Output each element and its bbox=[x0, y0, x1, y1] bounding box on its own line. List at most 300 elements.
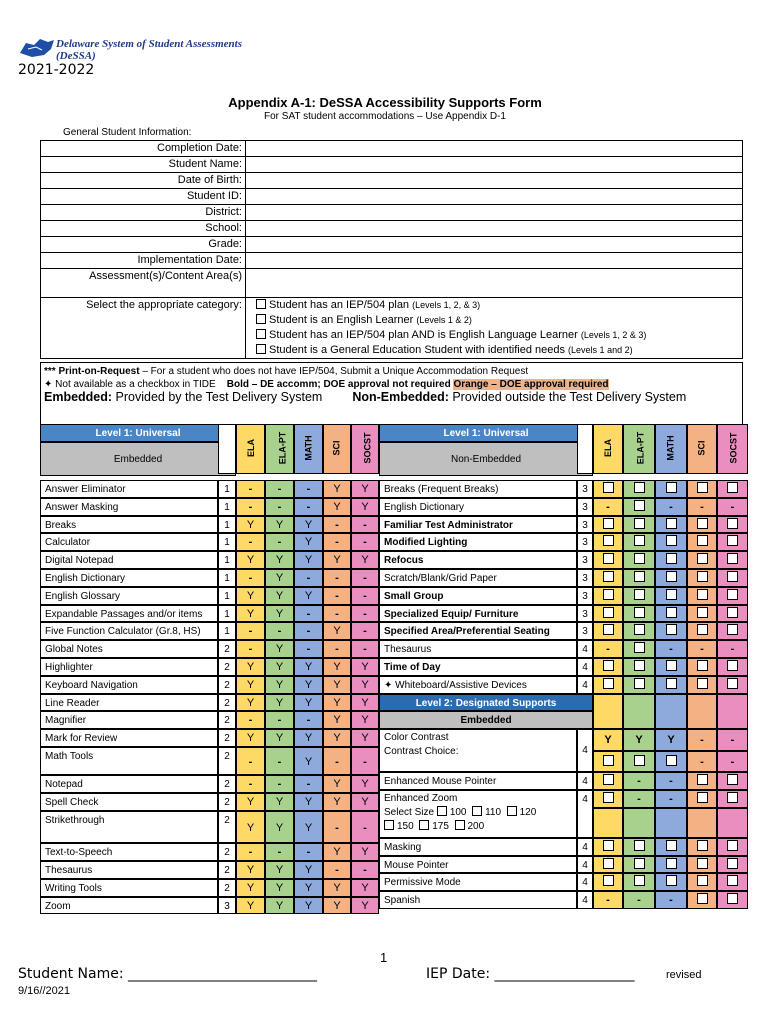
level-cell: 3 bbox=[577, 569, 593, 587]
checkbox[interactable] bbox=[697, 624, 708, 635]
accommodation-name: Answer Eliminator bbox=[40, 480, 218, 498]
checkbox[interactable] bbox=[727, 792, 738, 803]
value-cell: Y bbox=[265, 551, 294, 569]
value-cell[interactable] bbox=[717, 516, 748, 534]
value-cell: - bbox=[265, 711, 294, 729]
value-cell: - bbox=[294, 640, 323, 658]
info-field[interactable] bbox=[246, 173, 743, 189]
value-cell[interactable] bbox=[623, 838, 655, 856]
category-option[interactable] bbox=[256, 328, 732, 343]
value-cell: Y bbox=[236, 897, 265, 915]
checkbox[interactable] bbox=[634, 755, 645, 766]
value-cell[interactable] bbox=[623, 498, 655, 516]
checkbox[interactable] bbox=[666, 678, 677, 689]
checkbox[interactable] bbox=[727, 535, 738, 546]
value-cell[interactable] bbox=[717, 838, 748, 856]
value-cell[interactable] bbox=[623, 587, 655, 605]
value-cell[interactable] bbox=[593, 622, 623, 640]
checkbox[interactable] bbox=[697, 660, 708, 671]
legend-notes: *** Print-on-Request – For a student who does not have IEP/504, Submit a Unique Accommodation Request ✦ Not available as a checkbox in TIDE Bold – DE accomm; DOE approval not required Orange – DOE approval required Embedded: Provided by the Test Delivery System Non-Embedded: Provided outside the Test Delivery System bbox=[40, 362, 743, 424]
value-cell: Y bbox=[294, 694, 323, 712]
zoom-size-option: 175 bbox=[432, 820, 449, 832]
value-cell[interactable] bbox=[655, 605, 687, 623]
category-option[interactable] bbox=[256, 343, 732, 358]
value-cell[interactable] bbox=[655, 587, 687, 605]
value-cell[interactable] bbox=[593, 516, 623, 534]
value-cell[interactable] bbox=[687, 891, 717, 909]
value-cell: Y bbox=[351, 711, 379, 729]
checkbox[interactable] bbox=[697, 678, 708, 689]
checkbox[interactable] bbox=[634, 840, 645, 851]
checkbox[interactable] bbox=[727, 840, 738, 851]
value-cell: Y bbox=[623, 729, 655, 750]
value-cell[interactable] bbox=[655, 533, 687, 551]
value-cell[interactable] bbox=[593, 838, 623, 856]
value-cell[interactable] bbox=[623, 658, 655, 676]
checkbox[interactable] bbox=[603, 482, 614, 493]
checkbox[interactable] bbox=[727, 589, 738, 600]
checkbox[interactable] bbox=[727, 678, 738, 689]
level-cell: 2 bbox=[218, 694, 236, 712]
checkbox[interactable] bbox=[727, 893, 738, 904]
level-cell: 2 bbox=[218, 879, 236, 897]
checkbox[interactable] bbox=[634, 571, 645, 582]
left-level-header: Level 1: Universal bbox=[40, 424, 236, 442]
value-cell[interactable] bbox=[623, 533, 655, 551]
value-cell[interactable] bbox=[593, 587, 623, 605]
value-cell[interactable] bbox=[655, 676, 687, 694]
value-cell: Y bbox=[294, 533, 323, 551]
value-cell: - bbox=[623, 790, 655, 808]
accommodation-name: Expandable Passages and/or items bbox=[40, 605, 218, 623]
designated-name: Masking bbox=[379, 838, 577, 856]
student-info-table bbox=[40, 140, 743, 359]
footer-date: 9/16//2021 bbox=[18, 985, 70, 997]
info-row bbox=[41, 237, 743, 253]
value-cell[interactable] bbox=[623, 516, 655, 534]
checkbox[interactable] bbox=[697, 589, 708, 600]
checkbox[interactable] bbox=[634, 642, 645, 653]
logo-text: Delaware System of Student Assessments (DeSSA) bbox=[56, 38, 242, 62]
checkbox[interactable] bbox=[697, 774, 708, 785]
level-cell: 1 bbox=[218, 587, 236, 605]
value-cell[interactable] bbox=[717, 551, 748, 569]
checkbox[interactable] bbox=[256, 314, 266, 324]
checkbox[interactable] bbox=[727, 624, 738, 635]
column-header bbox=[593, 424, 623, 474]
checkbox[interactable] bbox=[603, 755, 614, 766]
value-cell[interactable] bbox=[687, 790, 717, 808]
checkbox[interactable] bbox=[256, 299, 266, 309]
level-cell: 4 bbox=[577, 772, 593, 790]
non-embedded-name: ✦ Whiteboard/Assistive Devices bbox=[379, 676, 577, 694]
value-cell: - bbox=[655, 790, 687, 808]
value-cell[interactable] bbox=[717, 772, 748, 790]
info-field[interactable] bbox=[246, 253, 743, 269]
checkbox[interactable] bbox=[727, 482, 738, 493]
value-cell[interactable] bbox=[623, 569, 655, 587]
level-cell: 4 bbox=[577, 838, 593, 856]
checkbox[interactable] bbox=[666, 858, 677, 869]
value-cell: - bbox=[236, 747, 265, 775]
value-cell[interactable] bbox=[717, 891, 748, 909]
value-cell: - bbox=[593, 640, 623, 658]
checkbox[interactable] bbox=[666, 518, 677, 529]
value-cell[interactable] bbox=[623, 480, 655, 498]
checkbox[interactable] bbox=[634, 518, 645, 529]
info-label: Completion Date: bbox=[41, 141, 246, 157]
value-cell: - bbox=[265, 775, 294, 793]
checkbox[interactable] bbox=[634, 875, 645, 886]
value-cell: - bbox=[351, 640, 379, 658]
value-cell[interactable] bbox=[593, 605, 623, 623]
level-cell: 3 bbox=[577, 605, 593, 623]
value-cell[interactable] bbox=[655, 838, 687, 856]
value-cell: Y bbox=[236, 793, 265, 811]
value-cell[interactable] bbox=[717, 856, 748, 874]
form-title: Appendix A-1: DeSSA Accessibility Supports Form bbox=[228, 95, 542, 110]
checkbox[interactable] bbox=[603, 678, 614, 689]
info-field[interactable] bbox=[246, 269, 743, 298]
value-cell: - bbox=[294, 711, 323, 729]
value-cell: - bbox=[717, 751, 748, 772]
checkbox[interactable] bbox=[603, 535, 614, 546]
value-cell[interactable] bbox=[593, 751, 623, 772]
checkbox[interactable] bbox=[666, 755, 677, 766]
level-cell: 2 bbox=[218, 747, 236, 775]
value-cell[interactable] bbox=[655, 873, 687, 891]
checkbox[interactable] bbox=[603, 589, 614, 600]
zoom-size-option: 120 bbox=[519, 806, 537, 818]
checkbox[interactable] bbox=[666, 840, 677, 851]
checkbox[interactable] bbox=[697, 893, 708, 904]
checkbox[interactable] bbox=[697, 571, 708, 582]
checkbox[interactable] bbox=[419, 820, 429, 830]
checkbox[interactable] bbox=[437, 806, 447, 816]
value-cell: - bbox=[323, 587, 351, 605]
value-cell[interactable] bbox=[717, 569, 748, 587]
checkbox[interactable] bbox=[666, 535, 677, 546]
value-cell: - bbox=[717, 498, 748, 516]
info-field[interactable] bbox=[246, 189, 743, 205]
checkbox[interactable] bbox=[727, 858, 738, 869]
value-cell: Y bbox=[323, 879, 351, 897]
value-cell[interactable] bbox=[717, 676, 748, 694]
value-cell bbox=[687, 808, 717, 838]
checkbox[interactable] bbox=[634, 482, 645, 493]
value-cell: - bbox=[294, 843, 323, 861]
value-cell[interactable] bbox=[717, 873, 748, 891]
value-cell[interactable] bbox=[687, 856, 717, 874]
checkbox[interactable] bbox=[697, 792, 708, 803]
value-cell[interactable] bbox=[687, 587, 717, 605]
value-cell[interactable] bbox=[623, 873, 655, 891]
value-cell[interactable] bbox=[687, 622, 717, 640]
checkbox[interactable] bbox=[507, 806, 517, 816]
value-cell[interactable] bbox=[655, 751, 687, 772]
value-cell: Y bbox=[236, 587, 265, 605]
checkbox[interactable] bbox=[666, 589, 677, 600]
value-cell: Y bbox=[294, 658, 323, 676]
checkbox[interactable] bbox=[634, 553, 645, 564]
value-cell[interactable] bbox=[717, 790, 748, 808]
checkbox[interactable] bbox=[634, 589, 645, 600]
color-contrast-cell bbox=[379, 729, 577, 772]
checkbox[interactable] bbox=[603, 774, 614, 785]
value-cell[interactable] bbox=[655, 622, 687, 640]
checkbox[interactable] bbox=[603, 624, 614, 635]
zoom-size-option: 150 bbox=[397, 820, 414, 832]
checkbox[interactable] bbox=[666, 571, 677, 582]
value-cell[interactable] bbox=[687, 605, 717, 623]
value-cell[interactable] bbox=[717, 605, 748, 623]
checkbox[interactable] bbox=[727, 518, 738, 529]
value-cell: Y bbox=[323, 551, 351, 569]
accommodation-name: Five Function Calculator (Gr.8, HS) bbox=[40, 622, 218, 640]
column-header bbox=[623, 424, 655, 474]
checkbox[interactable] bbox=[727, 660, 738, 671]
value-cell[interactable] bbox=[593, 790, 623, 808]
contrast-name: Color Contrast bbox=[384, 732, 449, 744]
level-cell: 1 bbox=[218, 569, 236, 587]
checkbox[interactable] bbox=[603, 553, 614, 564]
level-cell: 3 bbox=[577, 498, 593, 516]
value-cell: Y bbox=[236, 658, 265, 676]
enhanced-zoom-cell bbox=[379, 790, 577, 838]
value-cell: Y bbox=[351, 879, 379, 897]
category-option[interactable] bbox=[256, 298, 732, 313]
level-cell: 2 bbox=[218, 793, 236, 811]
value-cell[interactable] bbox=[593, 772, 623, 790]
checkbox[interactable] bbox=[697, 535, 708, 546]
checkbox[interactable] bbox=[697, 482, 708, 493]
value-cell[interactable] bbox=[655, 856, 687, 874]
value-cell: Y bbox=[593, 729, 623, 750]
checkbox[interactable] bbox=[455, 820, 465, 830]
value-cell[interactable] bbox=[687, 838, 717, 856]
checkbox[interactable] bbox=[727, 553, 738, 564]
value-cell: - bbox=[265, 843, 294, 861]
info-label: Student ID: bbox=[41, 189, 246, 205]
value-cell: Y bbox=[265, 861, 294, 879]
value-cell[interactable] bbox=[717, 658, 748, 676]
level-cell: 2 bbox=[218, 676, 236, 694]
info-row bbox=[41, 173, 743, 189]
info-row bbox=[41, 157, 743, 173]
value-cell[interactable] bbox=[687, 551, 717, 569]
value-cell: Y bbox=[323, 498, 351, 516]
checkbox[interactable] bbox=[634, 500, 645, 511]
value-cell[interactable] bbox=[593, 569, 623, 587]
checkbox[interactable] bbox=[634, 858, 645, 869]
checkbox[interactable] bbox=[603, 875, 614, 886]
value-cell[interactable] bbox=[593, 856, 623, 874]
contrast-choice[interactable]: Contrast Choice: bbox=[384, 746, 459, 758]
value-cell[interactable] bbox=[717, 480, 748, 498]
info-label: District: bbox=[41, 205, 246, 221]
value-cell: Y bbox=[323, 480, 351, 498]
info-field[interactable] bbox=[246, 157, 743, 173]
value-cell bbox=[623, 694, 655, 730]
value-cell[interactable] bbox=[623, 551, 655, 569]
column-header bbox=[236, 424, 265, 474]
value-cell[interactable] bbox=[655, 516, 687, 534]
value-cell[interactable] bbox=[623, 622, 655, 640]
value-cell: - bbox=[236, 622, 265, 640]
value-cell: Y bbox=[323, 843, 351, 861]
level-cell: 1 bbox=[218, 605, 236, 623]
checkbox[interactable] bbox=[603, 660, 614, 671]
checkbox[interactable] bbox=[634, 678, 645, 689]
checkbox[interactable] bbox=[697, 607, 708, 618]
checkbox[interactable] bbox=[727, 571, 738, 582]
checkbox[interactable] bbox=[634, 660, 645, 671]
value-cell: Y bbox=[351, 694, 379, 712]
level-cell: 3 bbox=[218, 897, 236, 915]
accommodation-name: Global Notes bbox=[40, 640, 218, 658]
checkbox[interactable] bbox=[697, 858, 708, 869]
checkbox[interactable] bbox=[697, 518, 708, 529]
non-embedded-name: Breaks (Frequent Breaks) bbox=[379, 480, 577, 498]
info-field[interactable] bbox=[246, 205, 743, 221]
checkbox[interactable] bbox=[666, 875, 677, 886]
checkbox[interactable] bbox=[727, 875, 738, 886]
option-levels: (Levels 1 and 2) bbox=[568, 345, 633, 355]
value-cell: Y bbox=[265, 729, 294, 747]
value-cell[interactable] bbox=[593, 551, 623, 569]
value-cell: - bbox=[265, 533, 294, 551]
info-field[interactable] bbox=[246, 221, 743, 237]
checkbox[interactable] bbox=[666, 624, 677, 635]
value-cell[interactable] bbox=[623, 856, 655, 874]
value-cell[interactable] bbox=[593, 676, 623, 694]
value-cell: Y bbox=[265, 658, 294, 676]
checkbox[interactable] bbox=[634, 624, 645, 635]
accommodation-name: Keyboard Navigation bbox=[40, 676, 218, 694]
value-cell: Y bbox=[351, 793, 379, 811]
value-cell[interactable] bbox=[593, 533, 623, 551]
value-cell[interactable] bbox=[687, 658, 717, 676]
category-option[interactable] bbox=[256, 313, 732, 328]
checkbox[interactable] bbox=[697, 840, 708, 851]
value-cell: - bbox=[236, 843, 265, 861]
info-label: School: bbox=[41, 221, 246, 237]
value-cell[interactable] bbox=[593, 480, 623, 498]
accommodation-name: Mark for Review bbox=[40, 729, 218, 747]
checkbox[interactable] bbox=[603, 607, 614, 618]
value-cell[interactable] bbox=[623, 676, 655, 694]
checkbox[interactable] bbox=[634, 607, 645, 618]
checkbox[interactable] bbox=[697, 875, 708, 886]
value-cell: - bbox=[717, 729, 748, 750]
value-cell[interactable] bbox=[593, 873, 623, 891]
column-header bbox=[294, 424, 323, 474]
value-cell[interactable] bbox=[655, 658, 687, 676]
info-field[interactable] bbox=[246, 237, 743, 253]
value-cell[interactable] bbox=[687, 569, 717, 587]
value-cell: - bbox=[323, 861, 351, 879]
value-cell: Y bbox=[236, 861, 265, 879]
value-cell: - bbox=[655, 772, 687, 790]
value-cell[interactable] bbox=[655, 480, 687, 498]
checkbox[interactable] bbox=[603, 518, 614, 529]
value-cell: - bbox=[236, 640, 265, 658]
checkbox[interactable] bbox=[384, 820, 394, 830]
checkbox[interactable] bbox=[666, 607, 677, 618]
value-cell[interactable] bbox=[687, 516, 717, 534]
value-cell[interactable] bbox=[655, 569, 687, 587]
checkbox[interactable] bbox=[603, 858, 614, 869]
value-cell: - bbox=[265, 747, 294, 775]
level-cell: 4 bbox=[577, 640, 593, 658]
value-cell: - bbox=[351, 622, 379, 640]
accommodation-name: Highlighter bbox=[40, 658, 218, 676]
value-cell[interactable] bbox=[655, 551, 687, 569]
value-cell: Y bbox=[265, 793, 294, 811]
checkbox[interactable] bbox=[727, 774, 738, 785]
level-cell: 2 bbox=[218, 658, 236, 676]
info-field[interactable] bbox=[246, 141, 743, 157]
checkbox[interactable] bbox=[472, 806, 482, 816]
value-cell: - bbox=[351, 861, 379, 879]
value-cell: Y bbox=[236, 729, 265, 747]
checkbox[interactable] bbox=[603, 792, 614, 803]
value-cell: Y bbox=[294, 516, 323, 534]
value-cell: - bbox=[236, 533, 265, 551]
value-cell: - bbox=[294, 569, 323, 587]
value-cell: - bbox=[265, 480, 294, 498]
checkbox[interactable] bbox=[727, 607, 738, 618]
value-cell[interactable] bbox=[687, 873, 717, 891]
value-cell[interactable] bbox=[623, 751, 655, 772]
checkbox[interactable] bbox=[666, 482, 677, 493]
value-cell: - bbox=[655, 498, 687, 516]
level-cell: 1 bbox=[218, 551, 236, 569]
value-cell[interactable] bbox=[593, 658, 623, 676]
value-cell[interactable] bbox=[687, 772, 717, 790]
checkbox[interactable] bbox=[666, 553, 677, 564]
value-cell[interactable] bbox=[623, 605, 655, 623]
value-cell[interactable] bbox=[687, 480, 717, 498]
enhanced-mouse-pointer: Enhanced Mouse Pointer bbox=[379, 772, 577, 790]
checkbox[interactable] bbox=[256, 329, 266, 339]
checkbox[interactable] bbox=[603, 571, 614, 582]
value-cell: Y bbox=[236, 879, 265, 897]
value-cell: - bbox=[687, 751, 717, 772]
value-cell: - bbox=[351, 605, 379, 623]
value-cell: Y bbox=[265, 897, 294, 915]
column-header-label: ELA-PT bbox=[277, 431, 288, 465]
column-header bbox=[577, 424, 593, 474]
checkbox[interactable] bbox=[256, 344, 266, 354]
value-cell[interactable] bbox=[623, 640, 655, 658]
value-cell[interactable] bbox=[687, 533, 717, 551]
checkbox[interactable] bbox=[634, 535, 645, 546]
checkbox[interactable] bbox=[666, 660, 677, 671]
value-cell: - bbox=[351, 747, 379, 775]
column-header bbox=[687, 424, 717, 474]
value-cell[interactable] bbox=[687, 676, 717, 694]
checkbox[interactable] bbox=[603, 840, 614, 851]
value-cell[interactable] bbox=[717, 622, 748, 640]
value-cell: Y bbox=[236, 694, 265, 712]
value-cell: Y bbox=[323, 622, 351, 640]
value-cell bbox=[593, 808, 623, 838]
checkbox[interactable] bbox=[697, 553, 708, 564]
value-cell: - bbox=[687, 640, 717, 658]
value-cell[interactable] bbox=[717, 533, 748, 551]
value-cell[interactable] bbox=[717, 587, 748, 605]
